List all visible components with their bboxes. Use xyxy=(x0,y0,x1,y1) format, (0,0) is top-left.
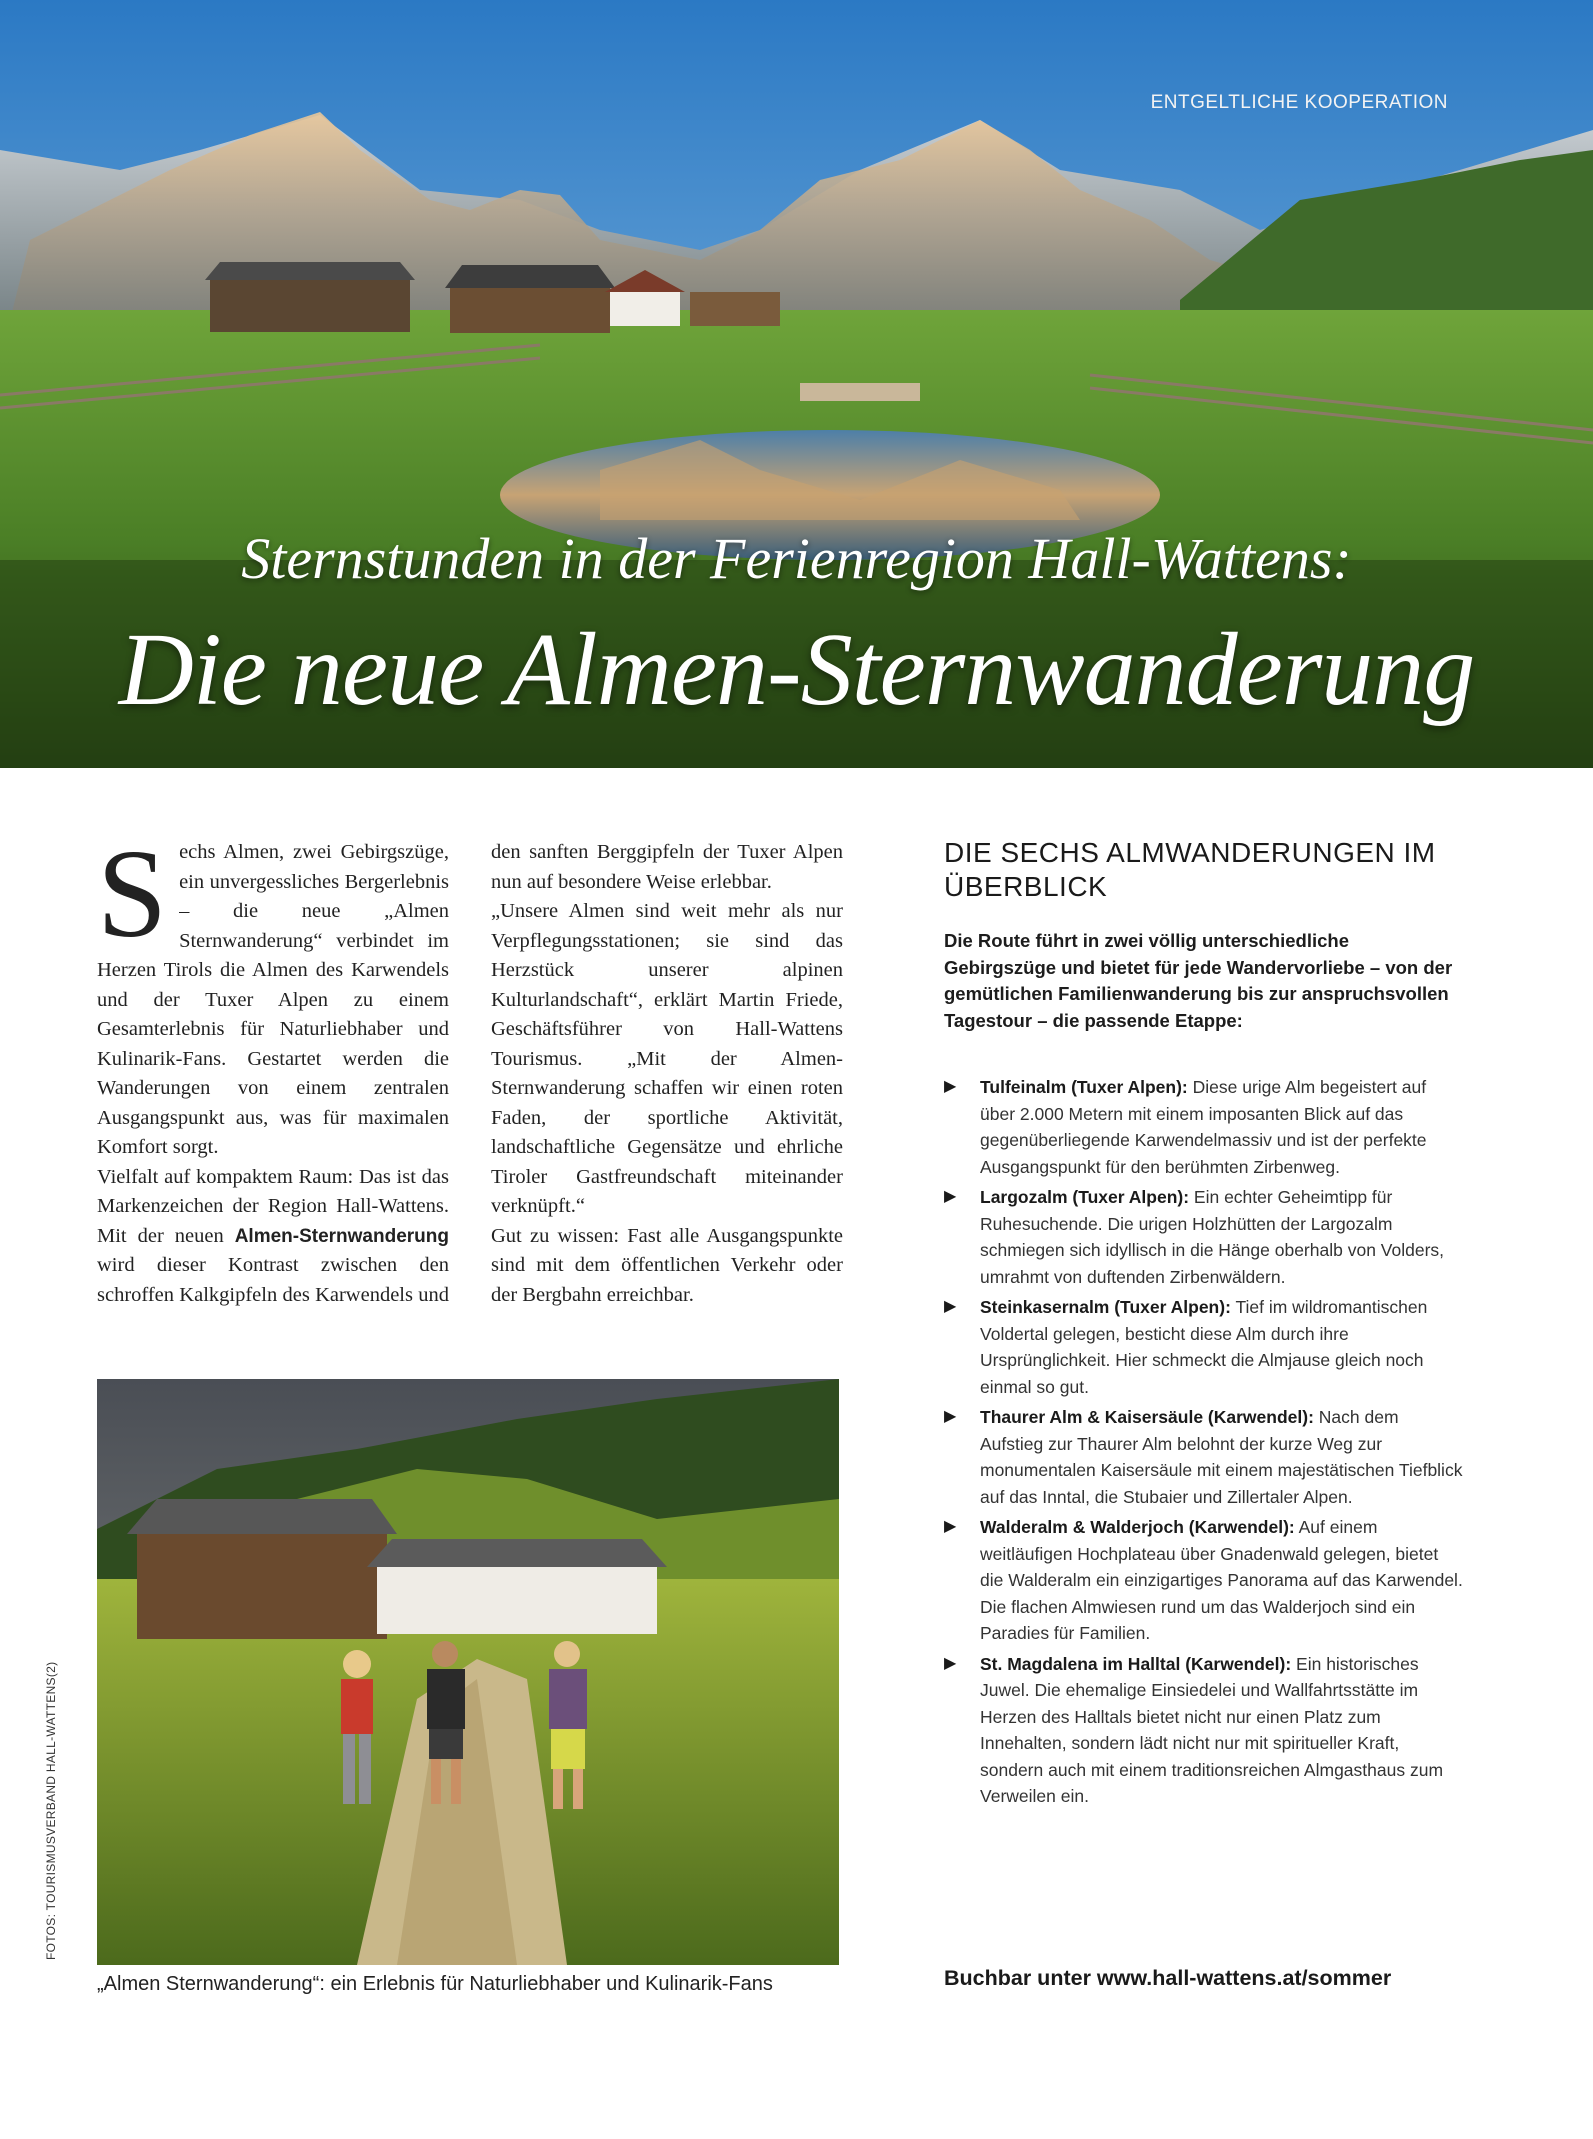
list-item xyxy=(944,1651,1464,1810)
list-item-text: Diese urige Alm begeistert auf über 2.000 Metern mit einem imposanten Blick auf das gegenüberliegende Karwendelmassiv und ist der perfekte Ausgangspunkt für den berühmten Zirbenweg. xyxy=(980,1077,1427,1177)
list-item-name: St. Magdalena im Halltal (Karwendel): xyxy=(980,1653,1292,1674)
list-item-name: Thaurer Alm & Kaisersäule (Karwendel): xyxy=(980,1407,1314,1427)
paragraph-2-text-a: Vielfalt auf kompaktem Raum: Das ist das Markenzeichen der Region Hall-Wattens. Mit der neuen xyxy=(97,1165,449,1247)
hikers-photo xyxy=(97,1379,839,1965)
list-item-name: Walderalm & Walderjoch (Karwendel): xyxy=(980,1517,1295,1537)
arrow-right-icon: ▶ xyxy=(944,1654,957,1672)
drop-cap: S xyxy=(97,825,168,964)
list-item-name: Largozalm (Tuxer Alpen): xyxy=(980,1187,1190,1207)
arrow-right-icon: ▶ xyxy=(944,1518,957,1535)
photo-caption: „Almen Sternwanderung“: ein Erlebnis für Naturliebhaber und Kulinarik-Fans xyxy=(97,1973,773,1995)
hero-title: Die neue Almen-Sternwanderung xyxy=(118,612,1475,727)
list-item-text: Ein echter Geheimtipp für Ruhesuchende. Die urigen Holzhütten der Largozalm schmiegen sich idyllisch in die Hänge oberhalb von Volders, umrahmt von duftenden Zirbenwäldern. xyxy=(980,1187,1445,1287)
arrow-right-icon: ▶ xyxy=(944,1188,957,1205)
list-item xyxy=(944,1184,1464,1290)
list-item-text: Ein historisches Juwel. Die ehemalige Einsiedelei und Wallfahrtsstätte im Herzen des Halltals bietet nicht nur einen Platz zum Innehalten, sondern lädt nicht nur mit spiritueller Kraft, sondern auch mit einem traditionsreichen Almgasthaus zum Verweilen ein. xyxy=(980,1653,1444,1806)
arrow-right-icon: ▶ xyxy=(944,1298,957,1315)
list-item xyxy=(944,1074,1464,1180)
hero-subtitle: Sternstunden in der Ferienregion Hall-Wattens: xyxy=(241,526,1352,591)
list-item-text: Nach dem Aufstieg zur Thaurer Alm belohnt der kurze Weg zur monumentalen Kaisersäule mit einem majestätischen Tiefblick auf das Inntal, die Stubaier und Zillertaler Alpen. xyxy=(980,1407,1463,1507)
list-item xyxy=(944,1294,1464,1400)
paragraph-4: Gut zu wissen: Fast alle Ausgangspunkte sind mit dem öffentlichen Verkehr oder der Bergbahn erreichbar. xyxy=(491,1224,843,1306)
hike-list xyxy=(944,1074,1464,1810)
paragraph-2-text-b: wird dieser Kontrast zwischen den schroffen Kalkgipfeln des Karwendels und den sanften Berggipfeln der Tuxer Alpen nun auf besondere Weise erlebbar. xyxy=(97,841,843,1306)
sidebar-intro: Die Route führt in zwei völlig unterschiedliche Gebirgszüge und bietet für jede Wandervorliebe – von der gemütlichen Familienwanderung bis zur anspruchsvollen Tagestour – die passende Etappe: xyxy=(944,930,1453,1031)
paragraph-3: „Unsere Almen sind weit mehr als nur Verpflegungsstationen; sie sind das Herzstück unserer alpinen Kulturlandschaft“, erklärt Martin Friede, Geschäftsführer von Hall-Wattens Tourismus. „Mit der Almen-Sternwanderung schaffen wir einen roten Faden, der sportliche Aktivität, landschaftliche Gegensätze und ehrliche Tiroler Gastfreundschaft miteinander verknüpft.“ xyxy=(491,900,843,1217)
list-item-name: Steinkasernalm (Tuxer Alpen): xyxy=(980,1297,1231,1317)
arrow-right-icon: ▶ xyxy=(944,1078,957,1095)
kicker-label: ENTGELTLICHE KOOPERATION xyxy=(1150,92,1448,113)
list-item xyxy=(944,1404,1464,1510)
arrow-right-icon: ▶ xyxy=(944,1408,957,1425)
list-item xyxy=(944,1514,1464,1647)
paragraph-2-highlight: Almen-Sternwanderung xyxy=(234,1225,449,1247)
list-item-name: Tulfeinalm (Tuxer Alpen): xyxy=(980,1077,1188,1097)
sidebar-box xyxy=(944,836,1464,1814)
booking-link[interactable]: Buchbar unter www.hall-wattens.at/sommer xyxy=(944,1966,1392,1990)
article-body xyxy=(97,825,843,1310)
sidebar-heading: DIE SECHS ALMWANDERUNGEN IM ÜBERBLICK xyxy=(944,837,1436,902)
list-item-text: Auf einem weitläufigen Hochplateau über Gnadenwald gelegen, bietet die Walderalm ein einzigartiges Panorama auf das Karwendel. Die flachen Almwiesen rund um das Walderjoch sind ein Paradies für Familien. xyxy=(980,1517,1463,1643)
hikers-photo-illustration xyxy=(97,1379,839,1965)
paragraph-1-text: echs Almen, zwei Gebirgszüge, ein unvergessliches Bergerlebnis – die neue „Almen Sternwanderung“ verbindet im Herzen Tirols die Almen des Karwendels und der Tuxer Alpen zu einem Gesamterlebnis für Naturliebhaber und Kulinarik-Fans. Gestartet werden die Wanderungen von einem zentralen Ausgangspunkt aus, was für maximalen Komfort sorgt. xyxy=(97,841,449,1158)
hero-image xyxy=(0,0,1593,768)
paragraph-1 xyxy=(97,825,449,1163)
list-item-text: Tief im wildromantischen Voldertal gelegen, besticht diese Alm durch ihre Ursprünglichkeit. Hier schmeckt die Almjause gleich noch einmal so gut. xyxy=(980,1297,1428,1397)
photo-credit: FOTOS: TOURISMUSVERBAND HALL-WATTENS(2) xyxy=(44,1661,58,1960)
